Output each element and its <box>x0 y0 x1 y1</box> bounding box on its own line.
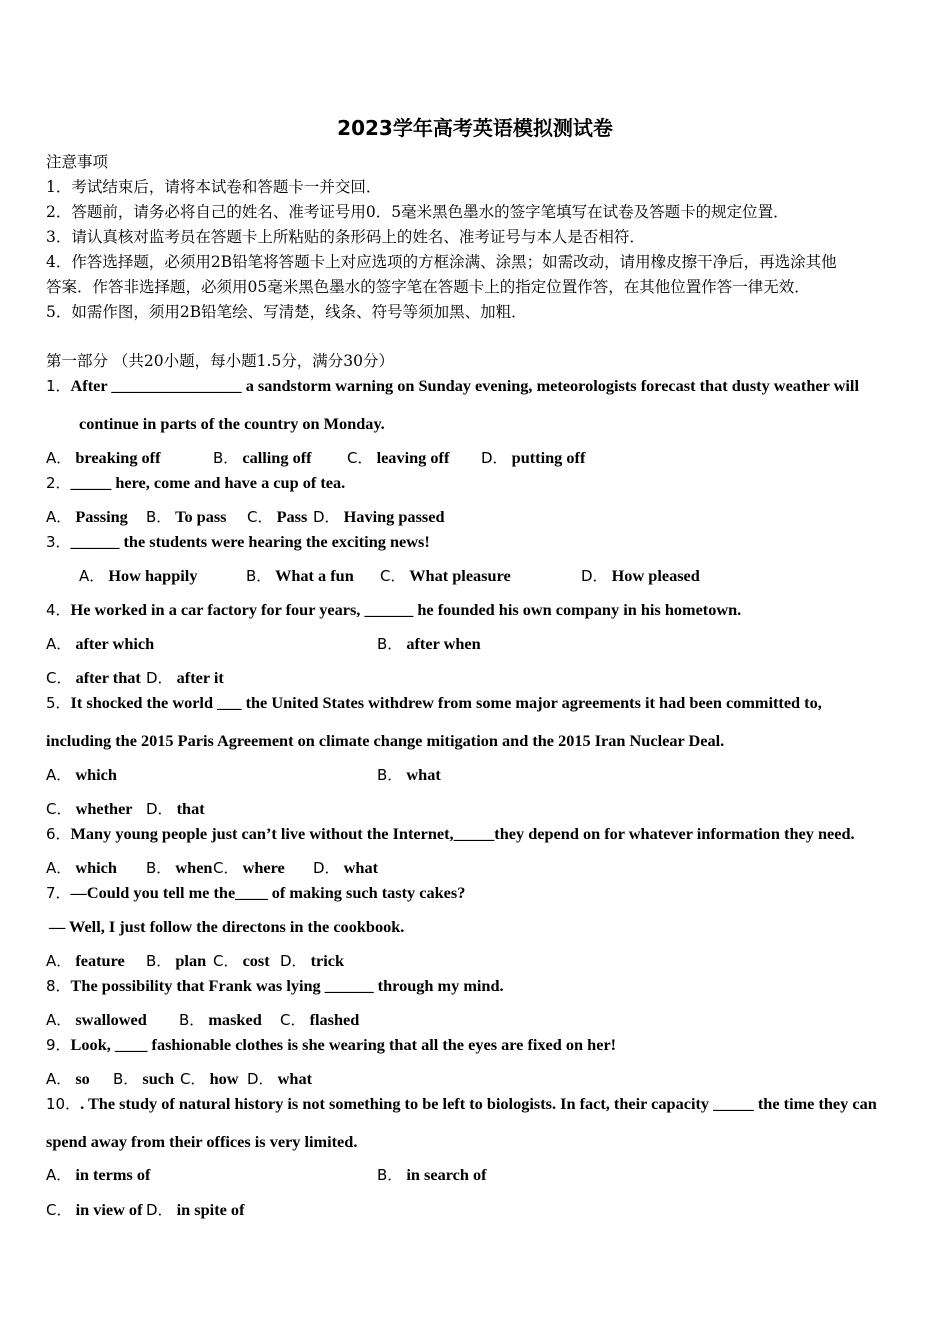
option-b[interactable]: B． To pass <box>146 507 227 526</box>
question-text: —Could you tell me the____ of making such tasty cakes? <box>70 883 466 902</box>
question <box>46 600 741 620</box>
option-b[interactable]: B． when <box>146 858 213 877</box>
question-number: 7． <box>46 884 71 902</box>
option-c[interactable]: C． cost <box>213 951 270 970</box>
option-a[interactable]: A． breaking off <box>46 448 161 467</box>
option-d[interactable]: D． in spite of <box>146 1200 245 1219</box>
option-a[interactable]: A． which <box>46 765 117 784</box>
notice-item: 5．如需作图，须用2B铅笔绘、写清楚，线条、符号等须加黑、加粗． <box>46 303 527 321</box>
notice-item: 2．答题前，请务必将自己的姓名、准考证号用0．5毫米黑色墨水的签字笔填写在试卷及答题卡的规定位置． <box>46 203 789 221</box>
question <box>46 1035 616 1055</box>
question-text: _____ here, come and have a cup of tea. <box>70 473 346 492</box>
option-a[interactable]: A． which <box>46 858 117 877</box>
question <box>46 376 859 396</box>
question-continuation: including the 2015 Paris Agreement on climate change mitigation and the 2015 Iran Nuclear Deal. <box>46 731 725 750</box>
option-a[interactable]: A． feature <box>46 951 125 970</box>
question <box>46 883 465 903</box>
option-a[interactable]: A． after which <box>46 634 155 653</box>
question-text: Look, ____ fashionable clothes is she wearing that all the eyes are fixed on her! <box>70 1035 617 1054</box>
question-number: 9． <box>46 1036 71 1054</box>
option-b[interactable]: B． what <box>377 765 441 784</box>
option-a[interactable]: A． Passing <box>46 507 128 526</box>
option-d[interactable]: D． trick <box>280 951 345 970</box>
notice-item: 1．考试结束后，请将本试卷和答题卡一并交回． <box>46 178 382 196</box>
page-title: 2023学年高考英语模拟测试卷 <box>337 116 613 140</box>
option-a[interactable]: A． How happily <box>79 566 198 585</box>
option-c[interactable]: C． how <box>180 1069 239 1088</box>
option-c[interactable]: C． leaving off <box>347 448 450 467</box>
question-number: 6． <box>46 825 71 843</box>
question-text: He worked in a car factory for four years, ______ he founded his own company in his hometown. <box>70 600 742 619</box>
notice-item: 3．请认真核对监考员在答题卡上所粘贴的条形码上的姓名、准考证号与本人是否相符． <box>46 228 645 246</box>
question-continuation: — Well, I just follow the directons in the cookbook. <box>49 917 405 936</box>
option-d[interactable]: D． that <box>146 799 205 818</box>
option-b[interactable]: B． What a fun <box>246 566 354 585</box>
question-text: After ________________ a sandstorm warning on Sunday evening, meteorologists forecast that dusty weather will <box>70 376 859 395</box>
question-number: 2． <box>46 474 71 492</box>
question-number: 1． <box>46 377 71 395</box>
question <box>46 976 504 996</box>
option-b[interactable]: B． in search of <box>377 1165 487 1184</box>
option-a[interactable]: A． swallowed <box>46 1010 147 1029</box>
question <box>46 693 822 713</box>
section-heading: 第一部分 （共20小题，每小题1.5分，满分30分） <box>46 352 395 370</box>
notice-item: 4．作答选择题，必须用2B铅笔将答题卡上对应选项的方框涂满、涂黑；如需改动，请用橡皮擦干净后，再选涂其他 <box>46 253 837 271</box>
question-text: The possibility that Frank was lying ______ through my mind. <box>70 976 504 995</box>
option-d[interactable]: D． How pleased <box>581 566 700 585</box>
question <box>46 1094 877 1114</box>
option-b[interactable]: B． masked <box>179 1010 262 1029</box>
question-continuation: continue in parts of the country on Monday. <box>79 414 385 433</box>
option-a[interactable]: A． so <box>46 1069 90 1088</box>
notice-heading: 注意事项 <box>46 153 109 171</box>
option-c[interactable]: C． where <box>213 858 285 877</box>
option-d[interactable]: D． after it <box>146 668 224 687</box>
question-number: 10． <box>46 1095 81 1113</box>
option-b[interactable]: B． plan <box>146 951 207 970</box>
option-a[interactable]: A． in terms of <box>46 1165 151 1184</box>
question-text: Many young people just can’t live without the Internet,_____they depend on for whatever information they need. <box>70 824 855 843</box>
notice-item: 答案．作答非选择题，必须用05毫米黑色墨水的签字笔在答题卡上的指定位置作答，在其他位置作答一律无效． <box>46 278 810 296</box>
option-c[interactable]: C． after that <box>46 668 141 687</box>
option-c[interactable]: C． What pleasure <box>380 566 511 585</box>
question-number: 8． <box>46 977 71 995</box>
option-b[interactable]: B． calling off <box>213 448 312 467</box>
option-c[interactable]: C． in view of <box>46 1200 143 1219</box>
question-number: 5． <box>46 694 71 712</box>
option-b[interactable]: B． such <box>113 1069 175 1088</box>
option-c[interactable]: C． flashed <box>280 1010 360 1029</box>
option-d[interactable]: D． putting off <box>481 448 586 467</box>
question-text: ______ the students were hearing the exciting news! <box>70 532 430 551</box>
question <box>46 532 430 552</box>
option-b[interactable]: B． after when <box>377 634 481 653</box>
option-c[interactable]: C． Pass <box>247 507 308 526</box>
option-d[interactable]: D． Having passed <box>313 507 445 526</box>
question-number: 4． <box>46 601 71 619</box>
option-d[interactable]: D． what <box>247 1069 313 1088</box>
question-text: . The study of natural history is not something to be left to biologists. In fact, their capacity _____ the time they can <box>80 1094 877 1113</box>
question <box>46 824 855 844</box>
option-d[interactable]: D． what <box>313 858 379 877</box>
question-number: 3． <box>46 533 71 551</box>
question-continuation: spend away from their offices is very limited. <box>46 1132 358 1151</box>
question <box>46 473 345 493</box>
option-c[interactable]: C． whether <box>46 799 133 818</box>
question-text: It shocked the world ___ the United States withdrew from some major agreements it had been committed to, <box>70 693 822 712</box>
